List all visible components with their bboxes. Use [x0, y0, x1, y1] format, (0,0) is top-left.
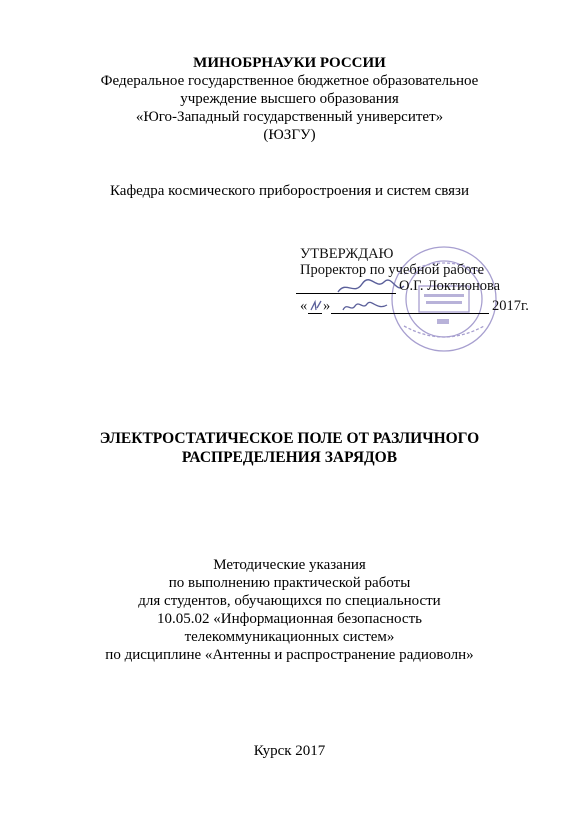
institution-abbr: (ЮЗГУ) — [263, 127, 316, 143]
approval-block — [296, 240, 536, 360]
document-title-line-1: ЭЛЕКТРОСТАТИЧЕСКОЕ ПОЛЕ ОТ РАЗЛИЧНОГО — [99, 430, 480, 447]
signature-icon — [336, 276, 406, 298]
institution-line-3: «Юго-Западный государственный университет» — [135, 109, 444, 125]
description-line-5: телекоммуникационных систем» — [184, 629, 395, 645]
department-name: Кафедра космического приборостроения и систем связи — [109, 183, 470, 199]
approved-label: УТВЕРЖДАЮ — [300, 246, 394, 262]
description-line-4: 10.05.02 «Информационная безопасность — [157, 611, 422, 627]
handwritten-day-icon — [308, 298, 324, 314]
institution-line-1: Федеральное государственное бюджетное образовательное — [100, 73, 479, 89]
approver-position: Проректор по учебной работе — [300, 262, 485, 278]
description-line-2: по выполнению практической работы — [168, 575, 411, 591]
institution-line-2: учреждение высшего образования — [180, 91, 399, 107]
approver-name: О.Г. Локтионова — [399, 278, 501, 294]
date-open-quote: « — [300, 298, 308, 314]
city-year: Курск 2017 — [253, 743, 326, 759]
handwritten-month-icon — [341, 298, 391, 314]
document-title-line-2: РАСПРЕДЕЛЕНИЯ ЗАРЯДОВ — [181, 449, 398, 466]
description-line-6: по дисциплине «Антенны и распространение радиоволн» — [105, 647, 474, 663]
date-year: 2017г. — [492, 298, 529, 314]
date-close-quote: » — [323, 298, 331, 314]
description-line-1: Методические указания — [213, 557, 366, 573]
description-line-3: для студентов, обучающихся по специальности — [138, 593, 441, 609]
ministry-name: МИНОБРНАУКИ РОССИИ — [193, 55, 386, 71]
